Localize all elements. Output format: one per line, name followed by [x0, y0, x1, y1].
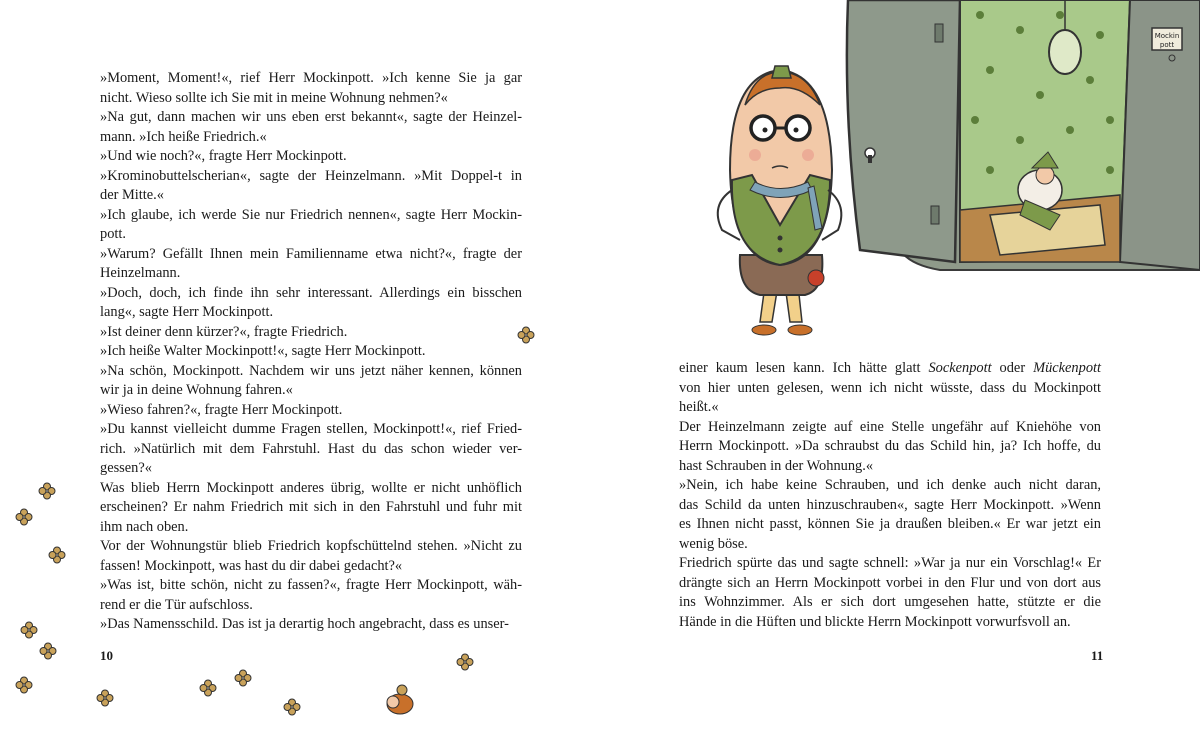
text-line: nicht. Wieso sollte ich Sie mit in meine Wohnung nehmen?« — [100, 89, 448, 106]
door-sign-line2: pott — [1159, 41, 1175, 49]
clover-ornament — [199, 679, 217, 697]
text-line: »Was ist, bitte schön, nicht zu fassen?«, fragte Herr Mockinpott, wäh- — [100, 577, 522, 593]
text-line: von hier unten gelesen, wenn ich nicht wüsste, dass du Mockinpott — [679, 379, 1101, 396]
left-page-text — [100, 69, 522, 635]
text-line: Vor der Wohnungstür blieb Friedrich kopfschüttelnd stehen. »Nicht zu — [100, 538, 522, 554]
clover-ornament — [15, 508, 33, 526]
text-line: »Wieso fahren?«, fragte Herr Mockinpott. — [100, 401, 343, 418]
text-line: Herrn Mockinpott. »Da schraubst du das Schild hin, ja? Ich hoffe, du — [679, 438, 1101, 454]
text-line: pott. — [100, 226, 126, 242]
text-line: rend er die Tür aufschloss. — [100, 596, 253, 613]
text-line: Der Heinzelmann zeigte auf eine Stelle ungefähr auf Kniehöhe von — [679, 418, 1101, 435]
text-line — [679, 359, 1101, 379]
text-line: der Mitte.« — [100, 187, 164, 203]
text-line: das Schild da unten hinzuschrauben«, sagte Herr Mockinpott. »Wenn — [679, 496, 1101, 513]
text-line: gessen?« — [100, 460, 152, 476]
text-line: »Doch, doch, ich finde ihn sehr interessant. Allerdings ein bisschen — [100, 284, 522, 301]
text-line: »Das Namensschild. Das ist ja derartig hoch angebracht, dass es unser- — [100, 616, 509, 632]
text-line: »Warum? Gefällt Ihnen mein Familienname etwa nicht?«, fragte der — [100, 245, 522, 262]
right-page-text — [679, 359, 1101, 632]
clover-ornament — [48, 546, 66, 564]
right-page — [600, 0, 1200, 731]
text-line: rich. »Natürlich mit dem Fahrstuhl. Hast du das schon wieder ver- — [100, 440, 522, 457]
emphasized-word: Sockenpott — [928, 360, 992, 376]
text-line: »Na schön, Mockinpott. Nachdem wir uns jetzt näher kennen, können — [100, 362, 522, 379]
clover-ornament — [517, 326, 535, 344]
emphasized-word: Mückenpott — [1033, 360, 1102, 376]
text-line: ihm nach oben. — [100, 518, 189, 535]
text-line: »Ist deiner denn kürzer?«, fragte Friedrich. — [100, 323, 348, 340]
page-number-left: 10 — [100, 648, 113, 663]
clover-ornament — [456, 653, 474, 671]
page-number-right: 11 — [1091, 648, 1104, 663]
text-line: hast Schrauben in der Wohnung.« — [679, 457, 874, 474]
text-line: »Krominobuttelscherian«, sagte der Heinzelmann. »Mit Doppel-t in — [100, 167, 522, 184]
clover-ornament — [20, 621, 38, 639]
text-line: wenig böse. — [679, 535, 748, 552]
clover-ornament — [39, 642, 57, 660]
mockinpott-figure — [718, 66, 842, 335]
text-line: Hände in die Hüften und blickte Herrn Mockinpott vorwurfsvoll an. — [679, 613, 1071, 630]
text-fragment: einer kaum lesen kann. Ich hätte glatt — [679, 360, 929, 376]
text-line: mann. »Ich heiße Friedrich.« — [100, 128, 267, 145]
text-line: fassen! Mockinpott, was hast du dir dabei gedacht?« — [100, 557, 403, 574]
text-line: Heinzelmann. — [100, 265, 181, 281]
text-line: heißt.« — [679, 399, 719, 415]
text-line: »Na gut, dann machen wir uns eben erst bekannt«, sagte der Heinzel- — [100, 109, 522, 125]
text-line: »Du kannst vielleicht dumme Fragen stellen, Mockinpott!«, rief Fried- — [100, 421, 522, 437]
peeking-gnome-icon — [380, 680, 416, 716]
text-line: ins Wohnzimmer. Als er sich dort umgesehen hatte, stützte er die — [679, 594, 1101, 610]
text-line: erscheinen? Er nahm Friedrich mit sich in den Fahrstuhl und fuhr mit — [100, 499, 522, 515]
door-sign-line1: Mockin — [1154, 32, 1180, 40]
text-line: wir ja in deine Wohnung fahren.« — [100, 382, 293, 398]
text-line: »Ich glaube, ich werde Sie nur Friedrich nennen«, sagte Herr Mockin- — [100, 206, 522, 223]
clover-ornament — [283, 698, 301, 716]
clover-ornament — [234, 669, 252, 687]
clover-ornament — [96, 689, 114, 707]
text-line: »Moment, Moment!«, rief Herr Mockinpott. »Ich kenne Sie ja gar — [100, 70, 522, 86]
clover-ornament — [38, 482, 56, 500]
text-line: »Und wie noch?«, fragte Herr Mockinpott. — [100, 148, 347, 164]
text-line: Was blieb Herrn Mockinpott anderes übrig, wollte er nicht unhöflich — [100, 479, 522, 496]
text-line: Friedrich spürte das und sagte schnell: »War ja nur ein Vorschlag!« Er — [679, 555, 1101, 571]
text-line: »Ich heiße Walter Mockinpott!«, sagte Herr Mockinpott. — [100, 343, 426, 359]
clover-ornament — [15, 676, 33, 694]
text-line: lang«, sagte Herr Mockinpott. — [100, 304, 274, 320]
text-line: »Nein, ich habe keine Schrauben, und ich denke auch nicht daran, — [679, 477, 1101, 493]
illustration-mockinpott-door — [660, 0, 1200, 350]
text-line: drängte sich an Herrn Mockinpott vorbei in den Flur und von dort aus — [679, 574, 1101, 591]
text-fragment: oder — [991, 360, 1034, 376]
text-line: es Ihnen nicht passt, können Sie ja draußen bleiben.« Er war jetzt ein — [679, 516, 1101, 532]
